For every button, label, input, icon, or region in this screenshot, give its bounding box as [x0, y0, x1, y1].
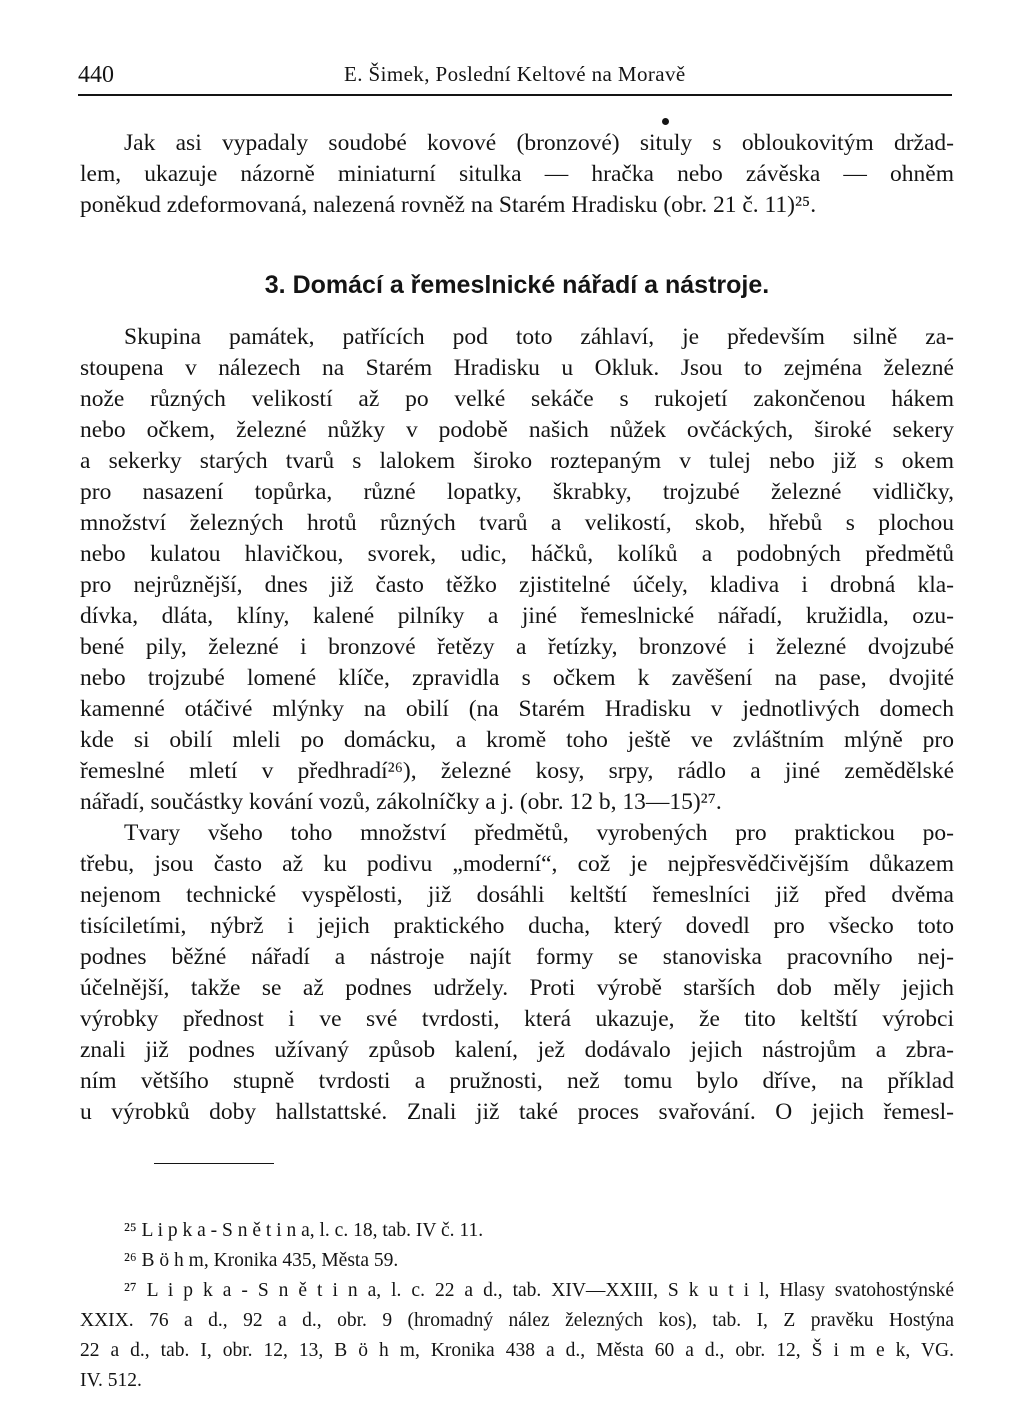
text-line: řemeslné mletí v předhradí²⁶), železné kosy, srpy, rádlo a jiné zemědělské — [80, 758, 954, 784]
text-line: dívka, dláta, klíny, kalené pilníky a jiné řemeslnické nářadí, kružidla, ozu- — [80, 603, 954, 629]
text-line: podnes běžné nářadí a nástroje najít formy se stanoviska pracovního nej- — [80, 944, 954, 970]
footnotes — [80, 1216, 954, 1396]
stray-dot — [662, 118, 669, 125]
footnote-divider — [154, 1163, 274, 1164]
footnote-line: ²⁵ L i p k a - S n ě t i n a, l. c. 18, tab. IV č. 11. — [124, 1220, 484, 1241]
text-line: a sekerky starých tvarů s lalokem široko roztepaným v tulej nebo již s okem — [80, 448, 954, 474]
text-line: nářadí, součástky kování vozů, zákolníčky a j. (obr. 12 b, 13—15)²⁷. — [80, 789, 722, 815]
text-line: u výrobků doby hallstattské. Znali již také proces svařování. O jejich řemesl- — [80, 1099, 954, 1125]
text-line: nejenom technické vyspělosti, již dosáhli keltští řemeslníci již před dvěma — [80, 882, 954, 908]
text-line: Jak asi vypadaly soudobé kovové (bronzové) situly s obloukovitým držad- — [124, 130, 954, 156]
running-title: E. Šimek, Poslední Keltové na Moravě — [344, 62, 686, 86]
text-line: lem, ukazuje názorně miniaturní situlka — hračka nebo závěska — ohněm — [80, 161, 954, 187]
text-line: nebo očkem, železné nůžky v podobě našich nůžek ovčáckých, široké sekery — [80, 417, 954, 443]
page-header — [78, 60, 952, 96]
text-line: tisíciletími, nýbrž i jejich praktického ducha, který dovedl pro všecko toto — [80, 913, 954, 939]
text-line: nože různých velikostí až po velké sekáče s rukojetí zakončenou hákem — [80, 386, 954, 412]
paragraph-situla — [80, 128, 954, 221]
text-line: nebo trojzubé lomené klíče, zpravidla s očkem k zavěšení na pase, dvojité — [80, 665, 954, 691]
text-line: poněkud zdeformovaná, nalezená rovněž na Starém Hradisku (obr. 21 č. 11)²⁵. — [80, 192, 817, 218]
text-line: znali již podnes užívaný způsob kalení, jež dodávalo jejich nástrojům a zbra- — [80, 1037, 954, 1063]
footnote-line: 22 a d., tab. I, obr. 12, 13, B ö h m, Kronika 438 a d., Města 60 a d., obr. 12, Š i m e k, VG. — [80, 1340, 954, 1361]
text-line: účelnější, takže se až podnes udržely. Proti výrobě starších dob měly jejich — [80, 975, 954, 1001]
text-line: pro nejrůznější, dnes již často těžko zjistitelné účely, kladiva i drobná kla- — [80, 572, 954, 598]
text-line: ním většího stupně tvrdosti a pružnosti, než tomu bylo dříve, na příklad — [80, 1068, 954, 1094]
footnote-line: ²⁶ B ö h m, Kronika 435, Města 59. — [124, 1250, 399, 1271]
text-line: kamenné otáčivé mlýnky na obilí (na Starém Hradisku v jednotlivých domech — [80, 696, 954, 722]
footnote-line: ²⁷ L i p k a - S n ě t i n a, l. c. 22 a d., tab. XIV—XXIII, S k u t i l, Hlasy svatohostýnské — [124, 1280, 954, 1301]
section-heading: 3. Domácí a řemeslnické nářadí a nástroje. — [264, 271, 770, 299]
text-line: bené pily, železné i bronzové řetězy a řetízky, bronzové i železné dvojzubé — [80, 634, 954, 660]
text-line: třebu, jsou často až ku podivu „moderní“, což je nejpřesvědčivějším důkazem — [80, 851, 954, 877]
paragraph-tools — [80, 322, 954, 1128]
footnote-line: XXIX. 76 a d., 92 a d., obr. 9 (hromadný nález železných kos), tab. I, Z pravěku Hostýna — [80, 1310, 954, 1331]
text-line: množství železných hrotů různých tvarů a velikostí, skob, hřebů s plochou — [80, 510, 954, 536]
text-line: Skupina památek, patřících pod toto záhlaví, je především silně za- — [124, 324, 954, 350]
text-line: kde si obilí mleli po domácku, a kromě toho ještě ve zvláštním mlýně pro — [80, 727, 954, 753]
page-number: 440 — [78, 62, 114, 88]
text-line: pro nasazení topůrka, různé lopatky, škrabky, trojzubé železné vidličky, — [80, 479, 954, 505]
footnote-line: IV. 512. — [80, 1370, 142, 1391]
text-line: stoupena v nálezech na Starém Hradisku u Okluk. Jsou to zejména železné — [80, 355, 954, 381]
text-line: Tvary všeho toho množství předmětů, vyrobených pro praktickou po- — [124, 820, 954, 846]
text-line: nebo kulatou hlavičkou, svorek, udic, háčků, kolíků a podobných předmětů — [80, 541, 954, 567]
text-line: výrobky přednost i ve své tvrdosti, která ukazuje, že tito keltští výrobci — [80, 1006, 954, 1032]
